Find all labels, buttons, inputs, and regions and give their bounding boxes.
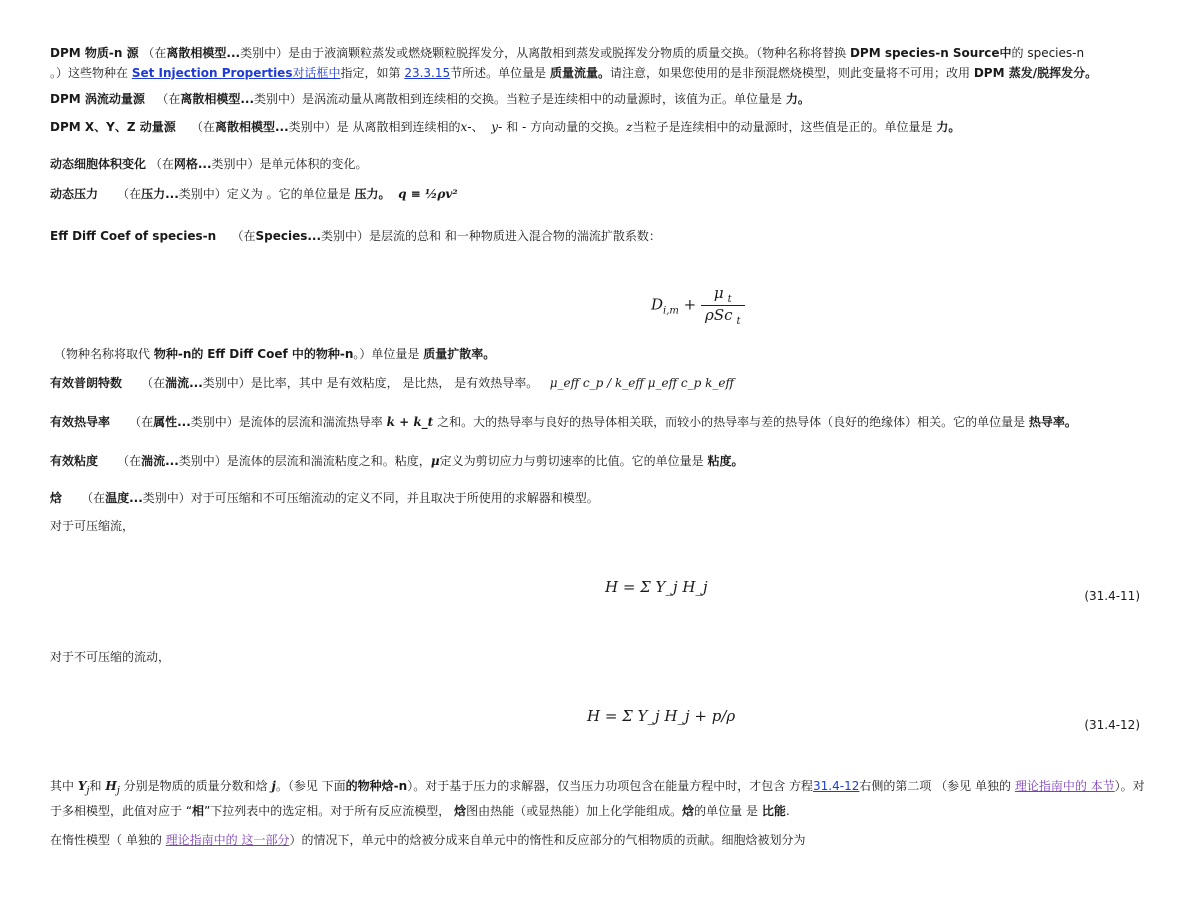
category-temperature: 温度...	[105, 491, 143, 505]
dynamic-pressure-entry	[50, 186, 458, 202]
description: 当粒子是连续相中的动量源时，这些值是正的。单位量是	[632, 120, 933, 134]
eq-num: μ	[713, 284, 724, 302]
term-eff-prandtl: 有效普朗特数	[50, 376, 123, 390]
enthalpy-term: 焓	[454, 804, 467, 819]
description: 类别中）定义为 。它的单位量是	[178, 187, 351, 201]
formula-dynamic-pressure: q ≡ ½ρv²	[398, 187, 458, 201]
equation-31-4-12: H = Σ Y_j H_j + p/ρ	[587, 707, 736, 725]
eq-den: ρSc	[705, 306, 733, 324]
description: 类别中）是由于液滴颗粒蒸发或燃烧颗粒脱挥发分，从离散相到蒸发或脱挥发分物质的质量交换。（物种名称将替换	[240, 46, 847, 60]
phase-label: 相	[192, 804, 205, 819]
math-mu: μ	[430, 454, 440, 468]
dpm-species-source-entry	[50, 43, 1145, 83]
eff-visc-entry	[50, 453, 743, 469]
eff-diff-note	[54, 346, 495, 362]
unit-specific-energy: 比能	[761, 804, 786, 819]
math-y: y	[491, 120, 499, 134]
unit-force: 力。	[785, 92, 810, 106]
where-paragraph: 其中 $Y_j$和 $H_j$ 分别是物质的质量分数和焓 j。（参见 下面的物种焓-n）。对于基于压力的求解器，仅当压力功项包含在能量方程中时，才包含 方程31.4-12右侧的第二项 （参见 单独的 理论指南中的 本节）。对于多相模型，此值对应于 “相”下拉列表中的选定相。对于所有反应流模型， 焓图由热能（或显热能）加上化学能组成。焓的单位量 是 比能.	[50, 779, 1145, 819]
set-injection-properties-link[interactable]: Set Injection Properties对话框中	[131, 66, 341, 80]
eff-prandtl-entry	[50, 375, 734, 391]
description: 分别是物质的质量分数和焓	[123, 779, 268, 793]
math-yj: Y	[77, 779, 87, 793]
term-dpm-swirl: DPM 涡流动量源	[50, 92, 145, 106]
equation-number-31-4-12: (31.4-12)	[1084, 718, 1140, 732]
description: ）。对于多相模型，此值对应于 “	[50, 779, 1145, 819]
math-hj: H	[105, 779, 117, 793]
formula-thermal: k + k_t	[386, 415, 434, 429]
description-tail: 的 species-n	[1011, 46, 1085, 60]
description: 类别中）是 从离散相到连续相的	[288, 120, 461, 134]
description: 图由热能（或显热能）加上化学能组成。	[466, 804, 683, 819]
dpm-swirl-entry	[50, 91, 810, 107]
eq-plus: +	[683, 295, 697, 314]
theory-guide-section-link[interactable]: 理论指南中的 本节	[1014, 779, 1115, 793]
term-dynamic-cell: 动态细胞体积变化	[50, 157, 147, 171]
term-eff-thermal: 有效热导率	[50, 415, 111, 429]
description: 类别中）是比率，其中 是有效粘度， 是比热， 是有效热导率。	[202, 376, 539, 390]
note: 请注意，如果您使用的是非预混燃烧模型，则此变量将不可用；改用	[610, 66, 971, 80]
inert-paragraph	[50, 832, 806, 848]
note-prefix: （物种名称将取代	[54, 347, 151, 361]
term-eff-diff: Eff Diff Coef of species-n	[50, 229, 217, 243]
term-dpm-xyz: DPM X、Y、Z 动量源	[50, 120, 176, 134]
equation-number-31-4-11: (31.4-11)	[1084, 589, 1140, 603]
equation-31-4-11: H = Σ Y_j H_j	[605, 578, 708, 596]
description: 右侧的第二项 （参见 单独的	[859, 779, 1011, 793]
unit-viscosity: 粘度。	[707, 454, 744, 468]
category-pressure: 压力...	[141, 187, 179, 201]
description: ）。对于基于压力的求解器，仅当压力功项包含在能量方程中时，才包含 方程	[407, 779, 814, 793]
description: 节所述。单位量是	[450, 66, 547, 80]
description: 类别中）对于可压缩和不可压缩流动的定义不同，并且取决于所使用的求解器和模型。	[142, 491, 599, 505]
replace-term: DPM species-n Source中	[849, 46, 1012, 60]
category-dpm: 离散相模型...	[214, 120, 289, 134]
unit-mass-diffusivity: 质量扩散率。	[423, 347, 496, 361]
description: 类别中）是涡流动量从离散相到连续相的交换。当粒子是连续相中的动量源时，该值为正。单位量是	[254, 92, 783, 106]
category-prefix: （在	[141, 376, 166, 390]
ref-species-enthalpy: 的物种焓-n	[345, 779, 408, 793]
description: 类别中）是流体的层流和湍流粘度之和。粘度，	[178, 454, 431, 468]
category-properties: 属性...	[153, 415, 191, 429]
category-mesh: 网格...	[173, 157, 212, 171]
compressible-label: 对于可压缩流，	[50, 519, 135, 533]
dpm-xyz-entry	[50, 119, 960, 135]
description: 定义为剪切应力与剪切速率的比值。它的单位量是	[439, 454, 704, 468]
enthalpy-entry	[50, 490, 599, 506]
eff-thermal-entry	[50, 414, 1077, 430]
category-prefix: （在	[156, 92, 181, 106]
category-prefix: （在	[81, 491, 106, 505]
note-mid: 。）单位量是	[353, 347, 420, 361]
theory-guide-part-link[interactable]: 理论指南中的 这一部分	[165, 833, 290, 847]
description: 在惰性模型（ 单独的	[50, 833, 162, 847]
separator: -、	[467, 120, 484, 134]
eq-sub: t	[736, 316, 741, 327]
category-species: Species...	[255, 229, 322, 243]
math-z: z	[626, 120, 633, 134]
description: - 和 - 方向动量的交换。	[498, 120, 627, 134]
description: 。）这些物种在	[50, 66, 129, 80]
text-and: 和	[89, 779, 102, 793]
category-prefix: （在	[149, 157, 174, 171]
section-23-3-15-link[interactable]: 23.3.15	[404, 66, 451, 80]
term-dynamic-pressure: 动态压力	[50, 187, 99, 201]
math-j: j	[271, 779, 276, 793]
unit-force: 力。	[936, 120, 961, 134]
note-bold: Eff Diff Coef 中的物种-n	[207, 347, 354, 361]
category-prefix: （在	[129, 415, 154, 429]
description: 指定，如第	[340, 66, 401, 80]
category-prefix: （在	[117, 187, 142, 201]
category-prefix: （在	[231, 229, 256, 243]
description: ”下拉列表中的选定相。对于所有反应流模型，	[204, 804, 451, 819]
unit-thermal-conductivity: 热导率。	[1028, 415, 1077, 429]
math-x: x	[460, 120, 468, 134]
description: 之和。大的热导率与良好的热导体相关联，而较小的热导率与差的热导体（良好的绝缘体）相关。它的单位量是	[437, 415, 1026, 429]
note-bold: 物种-n的	[153, 347, 204, 361]
category-turbulence: 湍流...	[165, 376, 203, 390]
category-dpm: 离散相模型...	[180, 92, 255, 106]
description: ）的情况下，单元中的焓被分成来自单元中的惰性和反应部分的气相物质的贡献。细胞焓被划分为	[289, 833, 806, 847]
enthalpy-term: 焓	[682, 804, 695, 819]
eq-sub: i,m	[663, 305, 679, 317]
equation-eff-diff	[651, 284, 745, 327]
description: 。（参见 下面	[275, 779, 346, 793]
category-prefix: （在	[190, 120, 215, 134]
term-eff-visc: 有效粘度	[50, 454, 99, 468]
formula-prandtl: μ_eff c_p / k_eff μ_eff c_p k_eff	[549, 376, 734, 390]
description: 类别中）是流体的层流和湍流热导率	[190, 415, 383, 429]
category-prefix: （在	[117, 454, 142, 468]
term-enthalpy: 焓	[50, 491, 63, 505]
eq-d: D	[651, 295, 664, 314]
term-dpm-species-source: DPM 物质-n 源	[50, 46, 139, 60]
category-dpm: 离散相模型...	[166, 46, 241, 60]
period: .	[785, 804, 790, 819]
category-turbulence: 湍流...	[141, 454, 179, 468]
description: 的单位量 是	[694, 804, 758, 819]
equation-31-4-12-link[interactable]: 31.4-12	[813, 779, 860, 793]
eff-diff-entry	[50, 228, 661, 244]
dynamic-cell-entry	[50, 156, 368, 172]
where-prefix: 其中	[50, 779, 75, 793]
incompressible-label: 对于不可压缩的流动，	[50, 650, 171, 664]
description: 类别中）是层流的总和 和一种物质进入混合物的湍流扩散系数：	[321, 229, 661, 243]
category-prefix: （在	[142, 46, 167, 60]
unit-pressure: 压力。	[354, 187, 391, 201]
eq-fraction	[701, 284, 745, 327]
alt-variable: DPM 蒸发/脱挥发分。	[973, 66, 1098, 80]
unit-mass-flow: 质量流量。	[549, 66, 610, 80]
eq-sub: t	[727, 294, 732, 305]
description: 类别中）是单元体积的变化。	[211, 157, 368, 171]
